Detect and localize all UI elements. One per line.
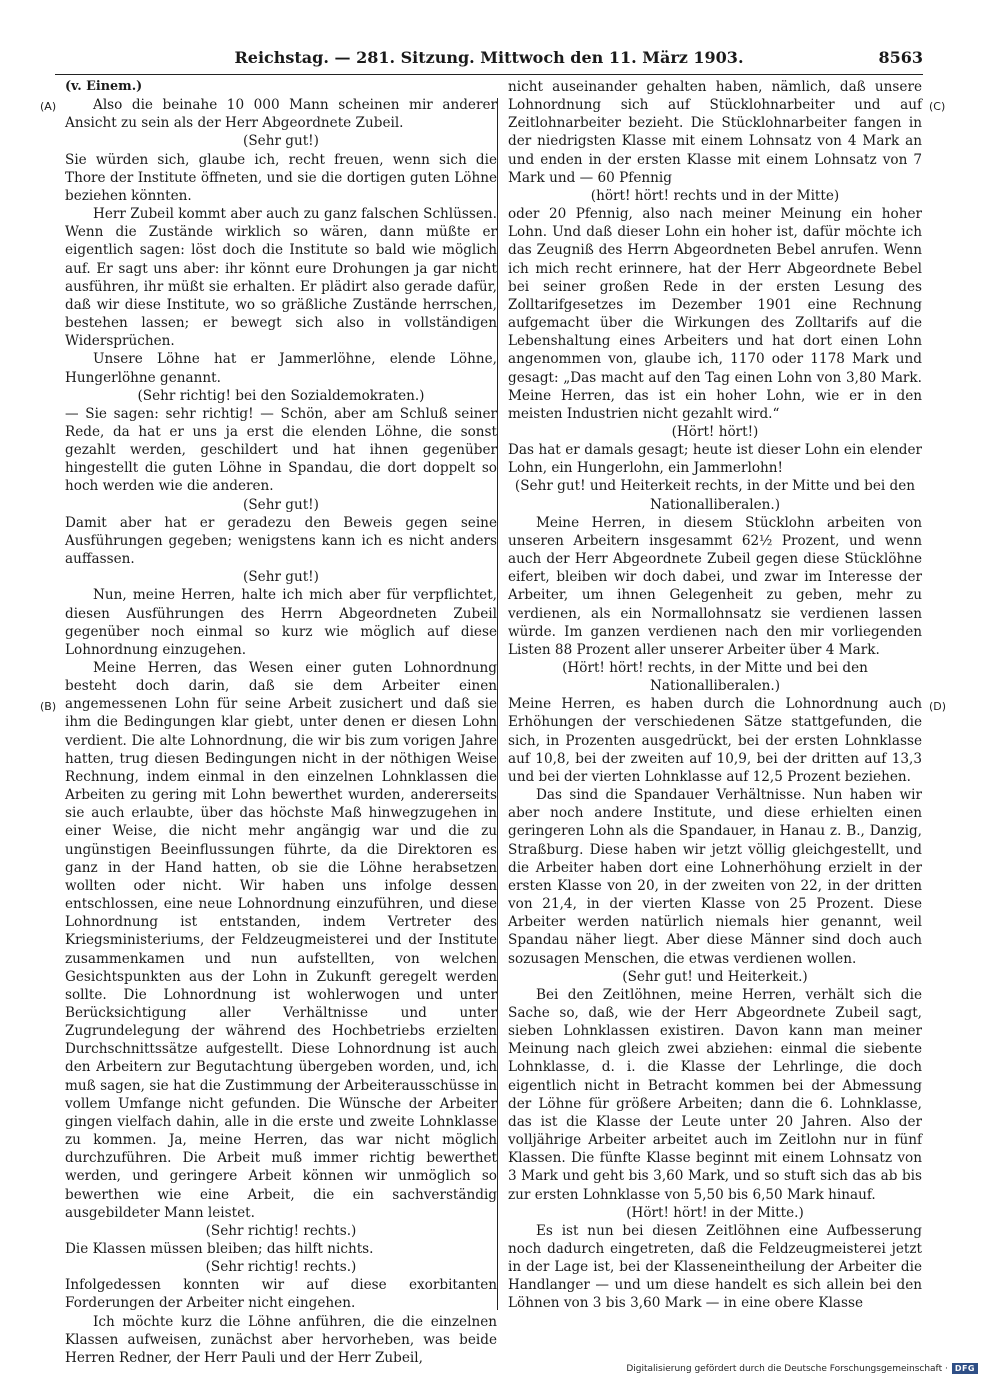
paragraph: Sie würden sich, glaube ich, recht freuen, wenn sich die Thore der Institute öffneten, und sie die dortigen guten Löhne beziehen könnten.: [65, 151, 497, 204]
interjection: (Sehr richtig! rechts.): [205, 1259, 357, 1276]
paragraph: Also die beinahe 10 000 Mann scheinen mir anderer Ansicht zu sein als der Herr Abgeordnete Zubeil.: [65, 97, 497, 132]
paragraph: oder 20 Pfennig, also nach meiner Meinung ein hoher Lohn. Und daß dieser Lohn ein hoher ist, dafür möchte ich das Zeugniß des Herrn Abgeordneten Bebel anrufen. Wenn ich mich recht erinnere, hat der Herr Abgeordnete Bebel bei seiner großen Rede in der ersten Lesung des Zolltarifgesetzes im Dezember 1901 eine Rechnung aufgemacht über die Wirkungen des Zolltarifs auf die Lebenshaltung eines Arbeiters und hat dort einen Lohn angenommen von, glaube ich, 1170 oder 1178 Mark und gesagt: „Das macht auf den Tag einen Lohn von 3,80 Mark. Meine Herren, das ist ein hoher Lohn, wie er in den meisten Industrien nicht gezahlt wird.“: [508, 206, 922, 422]
paragraph: nicht auseinander gehalten haben, nämlich, daß unsere Lohnordnung sich auf Stücklohnarbeiter und auf Zeitlohnarbeiter bezieht. Die Stücklohnarbeiter fangen in der niedrigsten Klasse mit einem Lohnsatz von 4 Mark an und enden in der ersten Klasse mit einem Lohnsatz von 7 Mark und — 60 Pfennig: [508, 79, 922, 186]
paragraph: Das sind die Spandauer Verhältnisse. Nun haben wir aber noch andere Institute, und diese erhielten einen geringeren Lohn als die Spandauer, in Hanau z. B., Danzig, Straßburg. Diese haben wir jetzt völlig gleichgestellt, und die Arbeiter haben dort eine Lohnerhöhung erzielt in der ersten Klasse von 20, in der zweiten von 22, in der dritten von 21,4, in der vierten Klasse von 25 Prozent. Diese Arbeiter werden natürlich niemals hier genannt, weil Spandau näher liegt. Aber diese Männer sind doch auch sozusagen Menschen, die etwas verdienen wollen.: [508, 787, 922, 967]
interjection: (Sehr richtig! bei den Sozialdemokraten.): [137, 387, 425, 404]
paragraph: Infolgedessen konnten wir auf diese exorbitanten Forderungen der Arbeiter nicht eingehen.: [65, 1277, 497, 1312]
paragraph: Meine Herren, das Wesen einer guten Lohnordnung besteht doch darin, daß sie dem Arbeiter einen angemessenen Lohn für seine Arbeit zusichert und daß sie ihm die Bedingungen klar giebt, unter denen er diesen Lohn verdient. Die alte Lohnordnung, die wir bis zum vorigen Jahre hatten, trug diesen Bedingungen nicht in der nöthigen Weise Rechnung, indem einmal in den einzelnen Lohnklassen die Arbeiten zu gering mit Lohn bewerthet wurden, andererseits sie auch erlaubte, über das höchste Maß hinwegzugehen in einer Weise, die nicht mehr angängig war und die zu ungünstigen Beeinflussungen führte, da die Direktoren es ganz in der Hand hatten, ob sie die Löhne herabsetzen wollten oder nicht. Wir haben uns infolge dessen entschlossen, eine neue Lohnordnung einzuführen, und diese Lohnordnung ist entstanden, indem Vertreter des Kriegsministeriums, der Feldzeugmeisterei und der Institute zusammenkamen und nun aufstellten, von welchen Gesichtspunkten aus der Lohn in Zukunft geregelt werden sollte. Die Lohnordnung ist wohlerwogen und unter Berücksichtigung aller Verhältnisse und unter Zugrundelegung der während des Hochbetriebs erzielten Durchschnittssätze aufgestellt. Diese Lohnordnung ist auch den Arbeitern zur Begutachtung übergeben worden, und, ich muß sagen, sie hat die Zustimmung der Arbeiterausschüsse in vollem Umfange nicht gefunden. Die Wünsche der Arbeiter gingen vielfach dahin, alle in die erste und zweite Lohnklasse zu kommen. Ja, meine Herren, das war nicht möglich durchzuführen. Die Arbeit muß immer richtig bewerthet werden, und geringere Arbeit können wir unmöglich so bewerthen wie eine Arbeit, die ein sachverständig ausgebildeter Mann leistet.: [65, 660, 497, 1221]
paragraph: Meine Herren, es haben durch die Lohnordnung auch Erhöhungen der verschiedenen Sätze stattgefunden, die sich, in Prozenten ausgedrückt, bei der ersten Lohnklasse auf 10,8, bei der zweiten auf 10,9, bei der dritten auf 13,3 und bei der vierten Lohnklasse auf 12,5 Prozent beziehen.: [508, 696, 922, 785]
margin-marker-b: (B): [40, 700, 57, 713]
paragraph: Meine Herren, in diesem Stücklohn arbeiten von unseren Arbeitern insgesammt 62½ Prozent, und wenn auch der Herr Abgeordnete Zubeil gegen diese Stücklöhne eifert, bleiben wir doch dabei, und zwar im Interesse der Arbeiter, um ihnen Gelegenheit zu geben, mehr zu verdienen, als ein Normallohnsatz sie verdienen lassen würde. Im ganzen verdienen nach den mir vorliegenden Listen 88 Prozent aller unserer Arbeiter über 4 Mark.: [508, 514, 922, 658]
margin-marker-d: (D): [929, 700, 947, 713]
margin-marker-a: (A): [40, 100, 57, 113]
paragraph: Unsere Löhne hat er Jammerlöhne, elende Löhne, Hungerlöhne genannt.: [65, 351, 497, 386]
paragraph: Ich möchte kurz die Löhne anführen, die die einzelnen Klassen aufweisen, zunächst aber hervorheben, was beide Herren Redner, der Herr Pauli und der Herr Zubeil,: [65, 1313, 497, 1366]
interjection: (Hört! hört!): [671, 423, 759, 440]
interjection: (Sehr gut!): [243, 569, 319, 586]
column-divider: [497, 98, 498, 1310]
right-column: [508, 78, 922, 1313]
paragraph: Damit aber hat er geradezu den Beweis gegen seine Ausführungen gegeben; wenigstens kann ich es nicht anders auffassen.: [65, 514, 497, 568]
left-column: [65, 78, 497, 1367]
interjection: (Hört! hört! in der Mitte.): [626, 1204, 804, 1221]
header-title: Reichstag. — 281. Sitzung. Mittwoch den 11. März 1903.: [234, 48, 744, 67]
interjection: (Sehr gut! und Heiterkeit rechts, in der Mitte und bei den Nationalliberalen.): [514, 478, 916, 513]
footer-text: Digitalisierung gefördert durch die Deutsche Forschungsgemeinschaft ·: [626, 1363, 948, 1374]
paragraph: Es ist nun bei diesen Zeitlöhnen eine Aufbesserung noch dadurch eingetreten, daß die Feldzeugmeisterei jetzt in der Lage ist, bei der Klasseneintheilung der Arbeiter die Handlanger — und um diese handelt es sich allein bei den Löhnen von 3 bis 3,60 Mark — in eine obere Klasse: [508, 1222, 922, 1312]
interjection: (Sehr gut!): [243, 133, 319, 150]
paragraph: Bei den Zeitlöhnen, meine Herren, verhält sich die Sache so, daß, wie der Herr Abgeordnete Zubeil sagt, sieben Lohnklassen existiren. Davon kann man meiner Meinung nach gleich zwei abziehen: einmal die siebente Lohnklasse, d. i. die Klasse der Lehrlinge, die doch eigentlich nicht in Betracht kommen bei der Abmessung der Löhne für größere Arbeiten; dann die 6. Lohnklasse, das ist die Klasse der Leute unter 20 Jahren. Also der volljährige Arbeiter arbeitet auch im Zeitlohn nur in fünf Klassen. Die fünfte Klasse beginnt mit einem Lohnsatz von 3 Mark und geht bis 3,60 Mark, und so stuft sich das ab bis zur ersten Lohnklasse von 5,50 bis 6,50 Mark hinauf.: [508, 986, 922, 1203]
page-header: [55, 48, 923, 72]
margin-marker-c: (C): [929, 100, 946, 113]
paragraph: — Sie sagen: sehr richtig! — Schön, aber am Schluß seiner Rede, da hat er uns ja erst die elenden Löhne, die sonst gezahlt werden, geschildert und hat ihnen gegenüber hingestellt die guten Löhne in Spandau, die dort doppelt so hoch werden wie die anderen.: [65, 405, 497, 495]
speaker-name: (v. Einem.): [65, 79, 143, 94]
interjection: (Hört! hört! rechts, in der Mitte und bei den Nationalliberalen.): [562, 660, 868, 695]
paragraph: Die Klassen müssen bleiben; das hilft nichts.: [65, 1241, 374, 1257]
paragraph: Nun, meine Herren, halte ich mich aber für verpflichtet, diesen Ausführungen des Herrn Abgeordneten Zubeil gegenüber noch einmal so kurz wie möglich auf diese Lohnordnung einzugehen.: [65, 587, 497, 658]
interjection: (Sehr gut! und Heiterkeit.): [622, 968, 808, 985]
interjection: (Sehr richtig! rechts.): [205, 1222, 357, 1239]
interjection: (Sehr gut!): [243, 496, 319, 513]
interjection: (hört! hört! rechts und in der Mitte): [590, 187, 840, 204]
paragraph: Herr Zubeil kommt aber auch zu ganz falschen Schlüssen. Wenn die Zustände wirklich so wären, dann müßte er eigentlich sagen: löst doch die Institute so bald wie möglich auf. Er sagt uns aber: ihr könnt eure Drohungen ja gar nicht ausführen, ihr müßt sie erhalten. Er plädirt also gerade dafür, daß wir diese Institute, wo so gräßliche Zustände herrschen, bestehen lassen; er bewegt sich also in vollständigen Widersprüchen.: [65, 206, 497, 350]
header-rule: [55, 74, 923, 75]
footer: [626, 1363, 978, 1374]
dfg-logo: DFG: [952, 1363, 978, 1374]
page-number: 8563: [878, 48, 923, 67]
paragraph: Das hat er damals gesagt; heute ist dieser Lohn ein elender Lohn, ein Hungerlohn, ein Jammerlohn!: [508, 442, 922, 477]
